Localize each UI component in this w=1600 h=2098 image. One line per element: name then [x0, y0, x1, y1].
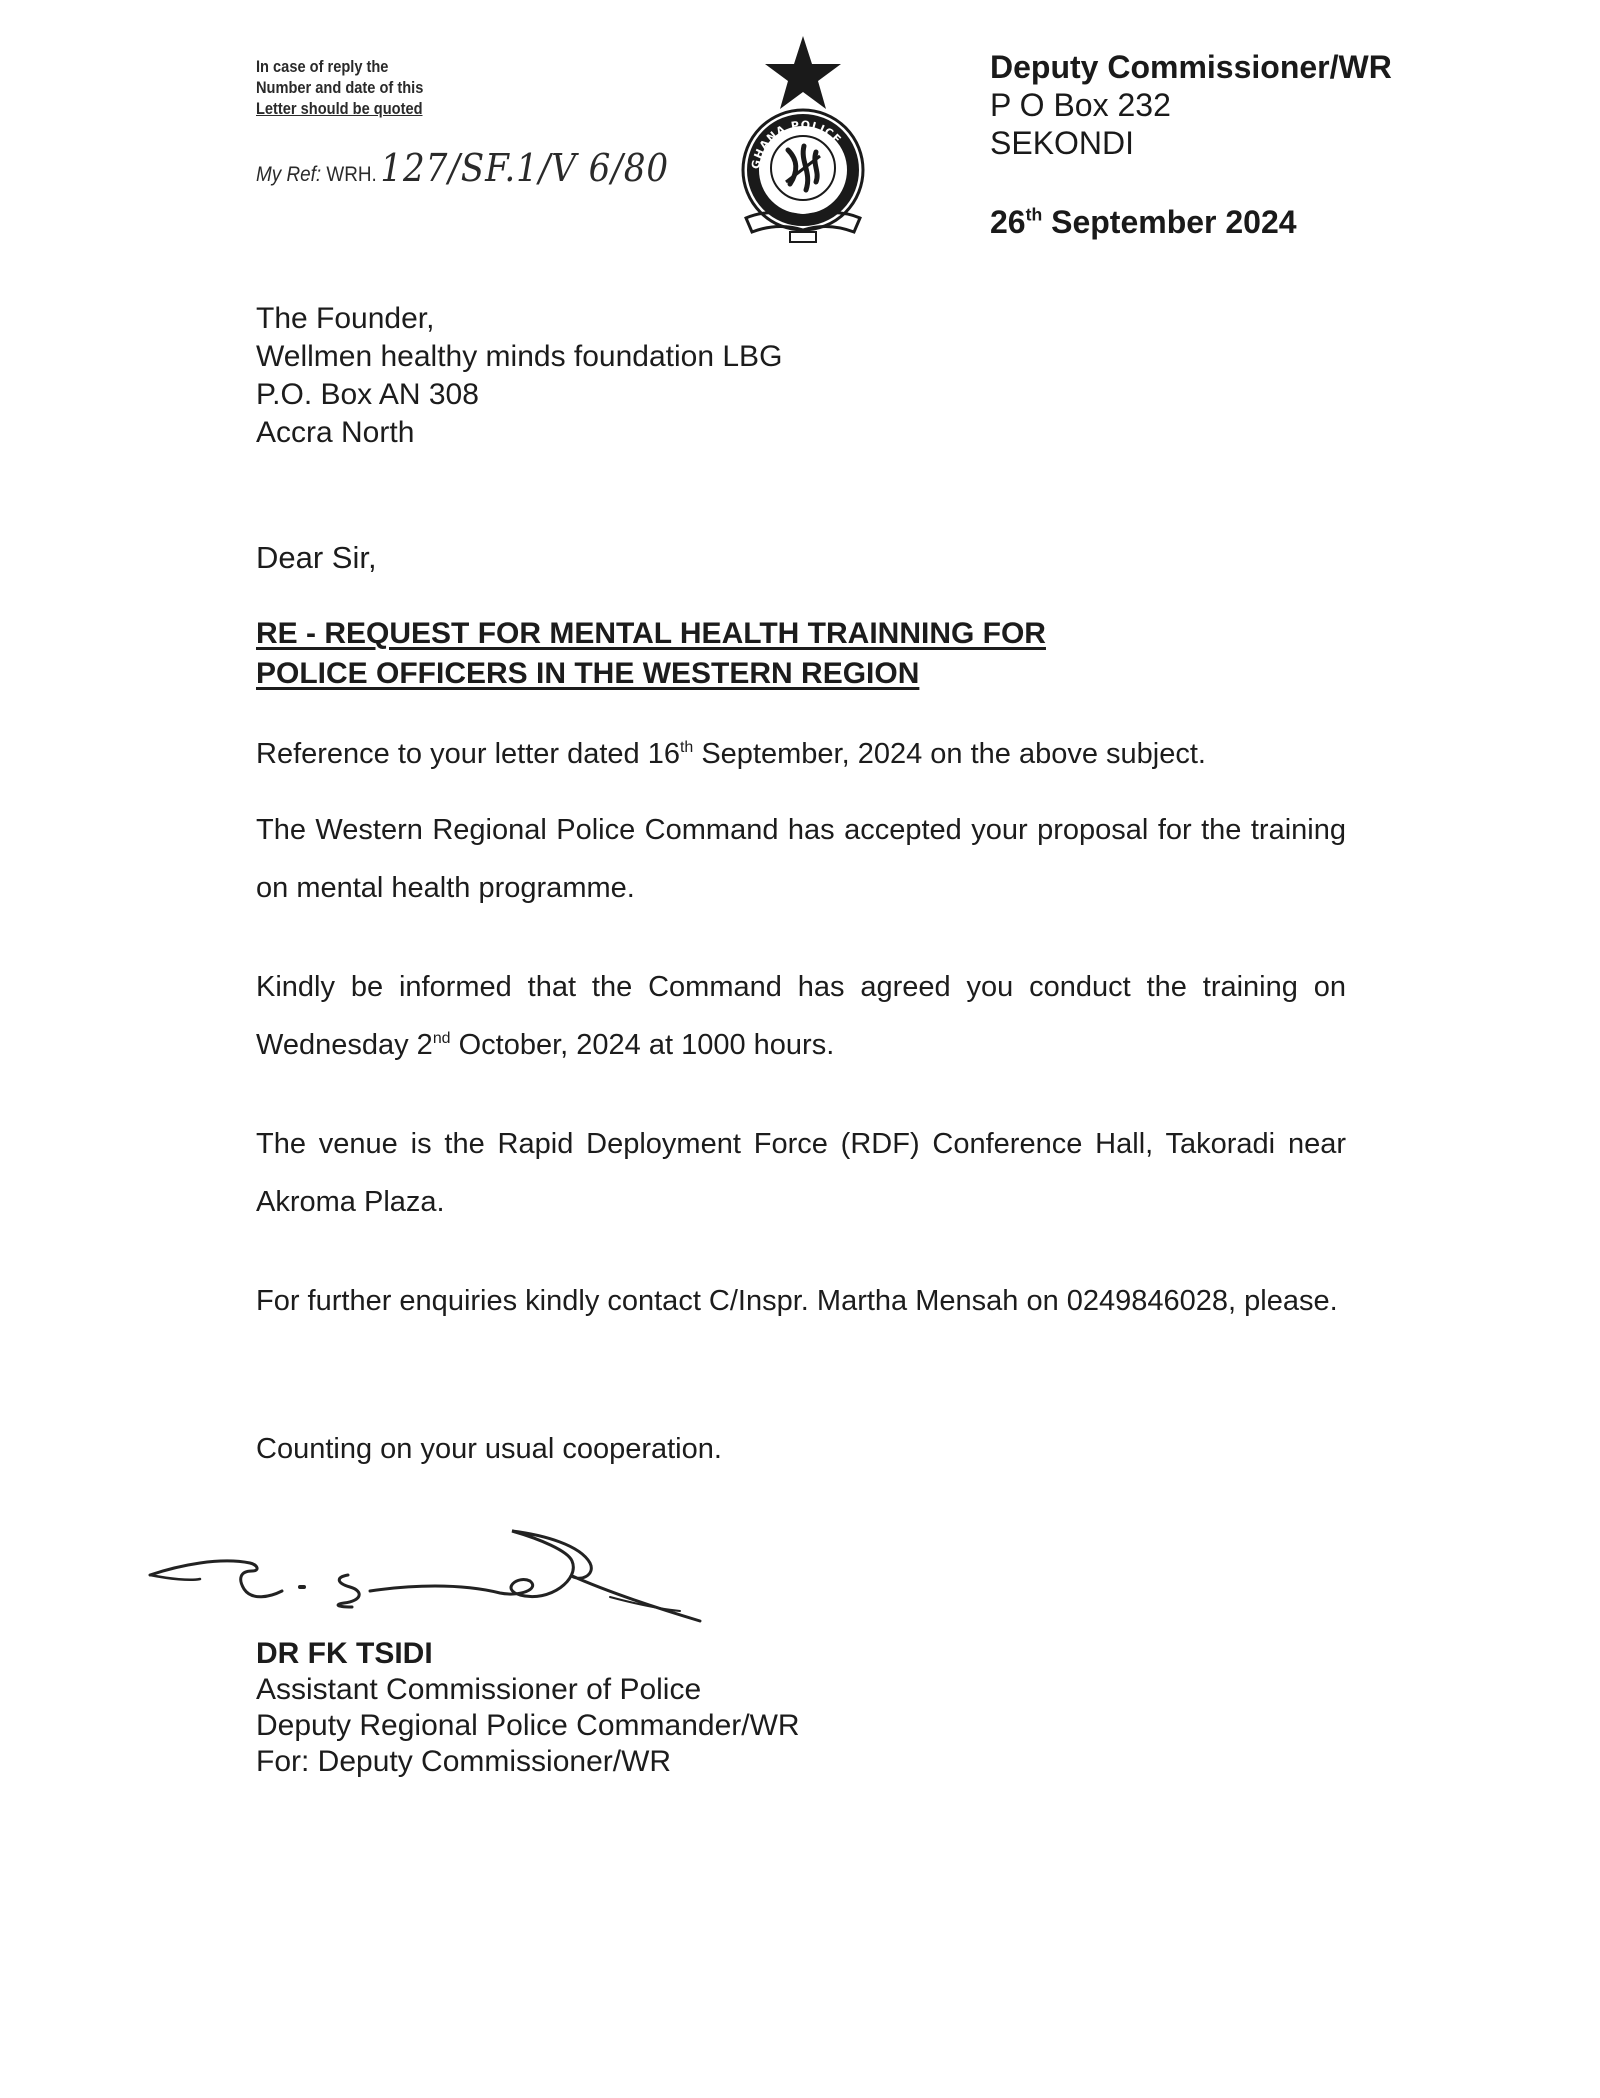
reference-prefix: WRH. [326, 163, 377, 186]
subject-line: POLICE OFFICERS IN THE WESTERN REGION [256, 657, 920, 690]
body-paragraph [256, 725, 1346, 783]
subject-line: RE - REQUEST FOR MENTAL HEALTH TRAINNING FOR [256, 617, 1046, 650]
signatory-name: DR FK TSIDI [256, 1637, 433, 1670]
signatory-block [256, 1636, 800, 1780]
signatory-rank: Assistant Commissioner of Police [256, 1673, 702, 1706]
sender-po-box: P O Box 232 [990, 87, 1171, 123]
closing-line: Counting on your usual cooperation. [256, 1433, 722, 1465]
reference-number [256, 146, 669, 190]
signatory-on-behalf: For: Deputy Commissioner/WR [256, 1745, 672, 1778]
salutation: Dear Sir, [256, 540, 377, 575]
recipient-address [256, 300, 782, 452]
body-paragraph: The venue is the Rapid Deployment Force (RDF) Conference Hall, Takoradi near Akroma Plaza. [256, 1128, 1346, 1218]
subject-heading [256, 614, 1046, 694]
sender-city: SEKONDI [990, 125, 1135, 161]
crest-text: GHANA POLICE [749, 118, 845, 171]
reply-note-line: Letter should be quoted [256, 99, 423, 118]
sender-address [990, 48, 1392, 162]
recipient-po-box: P.O. Box AN 308 [256, 378, 479, 411]
body-paragraph: For further enquiries kindly contact C/Inspr. Martha Mensah on 0249846028, please. [256, 1285, 1338, 1317]
paragraph-text: October, 2024 at 1000 hours. [450, 1029, 835, 1061]
ordinal-suffix: th [679, 738, 694, 756]
signatory-position: Deputy Regional Police Commander/WR [256, 1709, 800, 1742]
letter-date [990, 204, 1297, 241]
paragraph-text: Reference to your letter dated 16 [256, 738, 680, 770]
recipient-title: The Founder, [256, 302, 435, 335]
reply-note-line: Number and date of this [256, 78, 424, 97]
paragraph-text: September, 2024 on the above subject. [693, 738, 1206, 770]
ghana-police-crest-icon [728, 32, 878, 248]
handwritten-signature [140, 1505, 720, 1635]
recipient-organization: Wellmen healthy minds foundation LBG [256, 340, 783, 373]
reply-note-line: In case of reply the [256, 57, 389, 76]
ordinal-suffix: nd [432, 1029, 451, 1047]
recipient-city: Accra North [256, 416, 415, 449]
reference-label: My Ref: [256, 163, 322, 186]
paragraph-text: Kindly be informed that the Command has agreed you conduct the training on Wednesday 2 [256, 971, 1346, 1061]
date-suffix: th [1025, 204, 1043, 225]
date-rest: September 2024 [1042, 204, 1297, 240]
handwritten-reference: 127/SF.1/V 6/80 [380, 146, 670, 190]
date-day: 26 [990, 204, 1026, 240]
reply-instruction-note [256, 56, 423, 119]
body-paragraph: The Western Regional Police Command has accepted your proposal for the training on mental health programme. [256, 814, 1346, 904]
body-paragraph [256, 958, 1346, 1074]
sender-office: Deputy Commissioner/WR [990, 49, 1392, 85]
